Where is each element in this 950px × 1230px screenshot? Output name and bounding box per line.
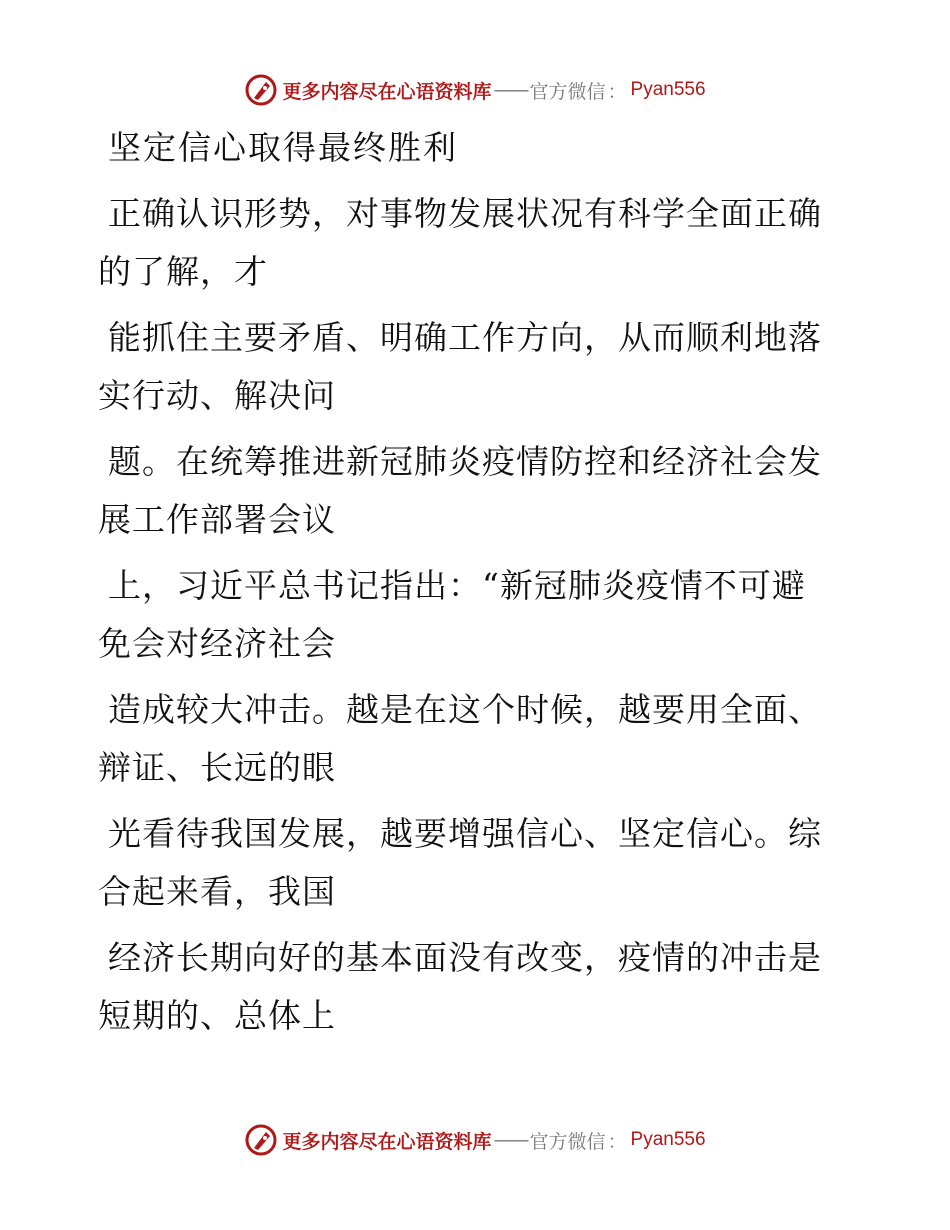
paragraph-line: 上，习近平总书记指出：“新冠肺炎疫情不可避 — [108, 566, 806, 605]
banner-colon: ： — [607, 80, 627, 103]
banner-wechat-id: Pyan556 — [630, 1129, 706, 1150]
paragraph-line: 实行动、解决问 — [98, 376, 336, 415]
paragraph — [98, 558, 838, 672]
document-title: 坚定信心取得最终胜利 — [108, 128, 458, 167]
paragraph-line: 展工作部署会议 — [98, 500, 336, 539]
banner-wechat-id: Pyan556 — [630, 79, 706, 100]
banner-wechat-label: 官方微信 — [529, 80, 606, 103]
document-body — [98, 120, 838, 1044]
banner-site-name: 更多内容尽在心语资料库 — [282, 80, 492, 103]
pen-nib-circle-icon — [244, 73, 278, 107]
banner-site-name: 更多内容尽在心语资料库 — [282, 1130, 492, 1153]
paragraph-line: 题。在统筹推进新冠肺炎疫情防控和经济社会发 — [108, 442, 822, 481]
paragraph-line: 光看待我国发展，越要增强信心、坚定信心。综 — [108, 814, 822, 853]
banner-wechat-label: 官方微信 — [529, 1130, 606, 1153]
paragraph-line: 经济长期向好的基本面没有改变，疫情的冲击是 — [108, 938, 822, 977]
paragraph-line: 短期的、总体上 — [98, 996, 336, 1035]
paragraph-line: 辩证、长远的眼 — [98, 748, 336, 787]
paragraph-line: 能抓住主要矛盾、明确工作方向，从而顺利地落 — [108, 318, 822, 357]
paragraph-line: 正确认识形势，对事物发展状况有科学全面正确 — [108, 194, 822, 233]
banner-colon: ： — [607, 1130, 627, 1153]
banner-dash: —— — [493, 1129, 528, 1151]
paragraph-line: 合起来看，我国 — [98, 872, 336, 911]
paragraph — [98, 930, 838, 1044]
pen-nib-circle-icon — [244, 1123, 278, 1157]
paragraph-line: 造成较大冲击。越是在这个时候，越要用全面、 — [108, 690, 822, 729]
paragraph — [98, 434, 838, 548]
paragraph-line: 免会对经济社会 — [98, 624, 336, 663]
paragraph — [98, 682, 838, 796]
paragraph-line: 的了解，才 — [98, 252, 268, 291]
paragraph — [98, 310, 838, 424]
paragraph — [98, 186, 838, 300]
header-watermark-banner — [0, 70, 950, 110]
paragraph — [98, 806, 838, 920]
banner-dash: —— — [493, 79, 528, 101]
footer-watermark-banner — [0, 1120, 950, 1160]
